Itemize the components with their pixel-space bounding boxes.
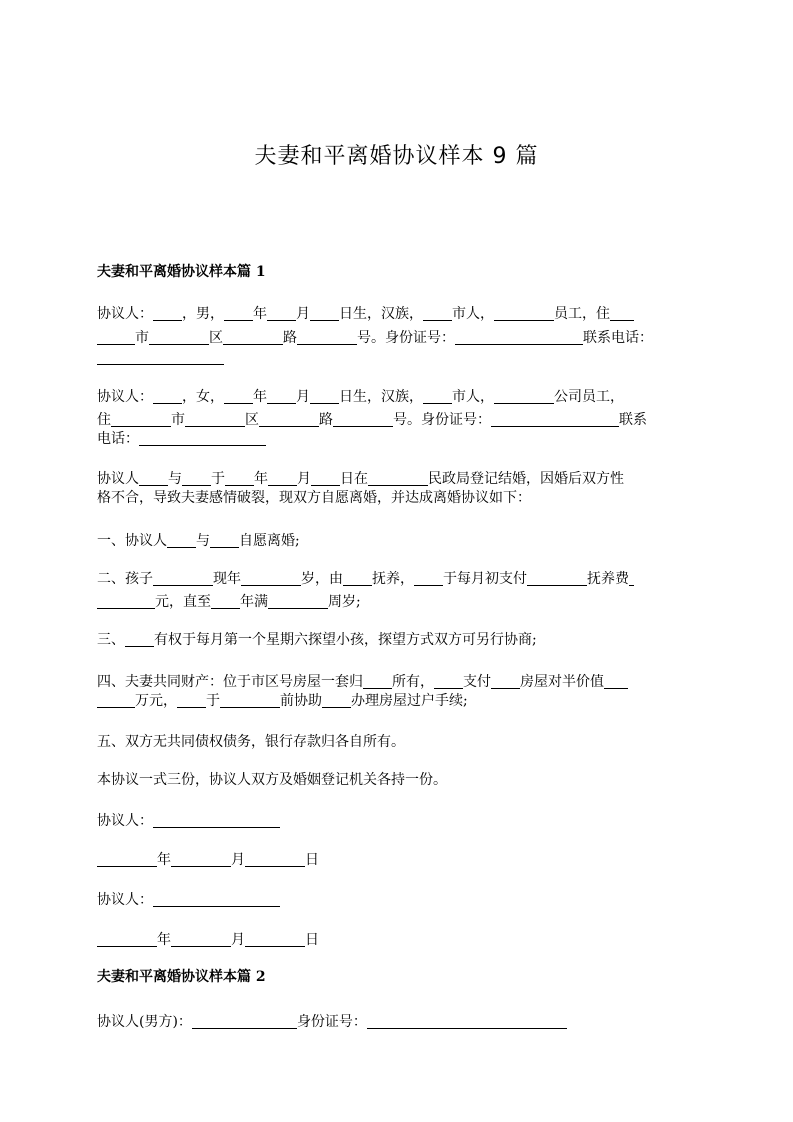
item-2-line-1 (97, 568, 697, 588)
blank-field (211, 594, 240, 609)
text-segment: 协议人(男方)： (97, 1014, 192, 1030)
text-segment: 岁，由 (301, 571, 343, 587)
blank-field (97, 852, 157, 867)
text-segment: 房屋对半价值 (520, 674, 604, 690)
blank-field (310, 306, 339, 321)
text-segment: 市 (135, 330, 149, 346)
text-segment: 市人， (452, 389, 494, 405)
signature-party-2 (97, 889, 697, 909)
blank-field (149, 330, 209, 345)
blank-field (223, 330, 283, 345)
blank-field (153, 306, 182, 321)
item-4-line-1 (97, 671, 697, 691)
blank-field (225, 471, 254, 486)
text-segment: 路 (283, 330, 297, 346)
blank-field (297, 330, 357, 345)
text-segment: 路 (319, 412, 333, 428)
text-segment: ，女， (182, 389, 224, 405)
text-segment: ，男， (182, 306, 224, 322)
blank-field (224, 306, 253, 321)
blank-field (491, 412, 619, 427)
blank-field (267, 389, 296, 404)
text-segment: 于每月初支付 (443, 571, 527, 587)
blank-field (494, 389, 554, 404)
section-1-heading: 夫妻和平离婚协议样本篇 1 (97, 264, 266, 280)
blank-field (245, 852, 305, 867)
section-2-line-1 (97, 1011, 697, 1031)
text-segment: 三、 (97, 632, 125, 648)
blank-field (139, 431, 266, 446)
text-segment: 住 (97, 412, 111, 428)
item-2-line-2 (97, 591, 697, 611)
blank-field (434, 674, 463, 689)
text-segment: 万元， (135, 693, 177, 709)
text-segment: 所有， (392, 674, 434, 690)
blank-field (192, 1014, 297, 1029)
text-segment: 抚养费 (587, 571, 629, 587)
text-segment: 联系电话： (583, 330, 653, 346)
text-segment: 月 (297, 471, 311, 487)
text-segment: 协议人 (97, 471, 139, 487)
blank-field (153, 813, 280, 828)
text-segment: 年满 (240, 594, 268, 610)
p1-line-3 (97, 350, 697, 366)
text-segment: 日生，汉族， (339, 389, 423, 405)
blank-field (241, 571, 301, 586)
blank-field (97, 932, 157, 947)
blank-field (125, 632, 154, 647)
text-segment: 民政局登记结婚，因婚后双方性 (428, 471, 624, 487)
blank-field (367, 1014, 567, 1029)
blank-field (268, 471, 297, 486)
blank-field (494, 306, 554, 321)
text-segment: 办理房屋过户手续; (351, 693, 468, 709)
blank-field (97, 350, 224, 365)
blank-field (333, 412, 393, 427)
document-title: 夫妻和平离婚协议样本 9 篇 (254, 144, 539, 169)
signature-date-2 (97, 929, 697, 949)
text-segment: 区 (209, 330, 223, 346)
blank-field (629, 571, 634, 586)
blank-field (363, 674, 392, 689)
text-segment: 二、孩子 (97, 571, 153, 587)
blank-field (610, 306, 634, 321)
text-segment: 月 (231, 932, 245, 948)
text-segment: 与 (168, 471, 182, 487)
text-segment: 周岁; (328, 594, 361, 610)
blank-field (97, 594, 155, 609)
blank-field (604, 674, 628, 689)
text-segment: 公司员工， (554, 389, 624, 405)
text-segment: 号。身份证号： (393, 412, 491, 428)
blank-field (167, 533, 196, 548)
text-segment: 月 (296, 306, 310, 322)
blank-field (343, 571, 372, 586)
blank-field (139, 471, 168, 486)
blank-field (210, 533, 239, 548)
text-segment: 年 (253, 389, 267, 405)
text-segment: 区 (245, 412, 259, 428)
text-segment: 年 (253, 306, 267, 322)
blank-field (368, 471, 428, 486)
text-segment: 协议人： (97, 389, 153, 405)
text-segment: 号。身份证号： (357, 330, 455, 346)
signature-party-1 (97, 810, 697, 830)
blank-field (491, 674, 520, 689)
text-segment: 一、协议人 (97, 533, 167, 549)
blank-field (322, 693, 351, 708)
text-segment: 于 (211, 471, 225, 487)
blank-field (423, 306, 452, 321)
blank-field (423, 389, 452, 404)
text-segment: 支付 (463, 674, 491, 690)
text-segment: 月 (296, 389, 310, 405)
blank-field (527, 571, 587, 586)
item-3 (97, 629, 697, 649)
item-4-line-2 (97, 690, 697, 710)
text-segment: 市人， (452, 306, 494, 322)
p2-line-2 (97, 409, 697, 429)
text-segment: 月 (231, 852, 245, 868)
text-segment: 协议人： (97, 892, 153, 908)
p2-line-1 (97, 386, 697, 406)
item-1 (97, 530, 697, 550)
text-segment: 市 (171, 412, 185, 428)
blank-field (311, 471, 340, 486)
blank-field (153, 389, 182, 404)
blank-field (97, 330, 135, 345)
p1-line-1 (97, 303, 697, 323)
blank-field (224, 389, 253, 404)
text-segment: 协议人： (97, 813, 153, 829)
text-segment: 现年 (213, 571, 241, 587)
text-segment: 日 (305, 932, 319, 948)
text-segment: 年 (157, 852, 171, 868)
section-2-heading: 夫妻和平离婚协议样本篇 2 (97, 969, 266, 985)
text-segment: 联系 (619, 412, 647, 428)
blank-field (153, 892, 280, 907)
text-segment: 员工，住 (554, 306, 610, 322)
p1-line-2 (97, 327, 697, 347)
text-segment: 与 (196, 533, 210, 549)
p3-line-1 (97, 468, 697, 488)
text-segment: 自愿离婚; (239, 533, 300, 549)
copies-clause: 本协议一式三份，协议人双方及婚姻登记机关各持一份。 (97, 772, 447, 788)
blank-field (268, 594, 328, 609)
signature-date-1 (97, 849, 697, 869)
text-segment: 有权于每月第一个星期六探望小孩，探望方式双方可另行协商; (154, 632, 537, 648)
text-segment: 抚养， (372, 571, 414, 587)
text-segment: 协议人： (97, 306, 153, 322)
text-segment: 年 (157, 932, 171, 948)
blank-field (267, 306, 296, 321)
blank-field (97, 693, 135, 708)
text-segment: 身份证号： (296, 1014, 367, 1030)
text-segment: 日在 (340, 471, 368, 487)
text-segment: 年 (254, 471, 268, 487)
text-segment: 日生，汉族， (339, 306, 423, 322)
blank-field (182, 471, 211, 486)
blank-field (177, 693, 206, 708)
blank-field (220, 693, 280, 708)
blank-field (111, 412, 171, 427)
blank-field (171, 852, 231, 867)
text-segment: 日 (305, 852, 319, 868)
text-segment: 于 (206, 693, 220, 709)
p2-line-3 (97, 428, 697, 448)
item-5: 五、双方无共同债权债务，银行存款归各自所有。 (97, 734, 405, 750)
blank-field (171, 932, 231, 947)
p3-line-2: 格不合，导致夫妻感情破裂，现双方自愿离婚，并达成离婚协议如下： (97, 490, 531, 506)
blank-field (455, 330, 583, 345)
text-segment: 电话： (97, 431, 139, 447)
text-segment: 前协助 (280, 693, 322, 709)
blank-field (310, 389, 339, 404)
text-segment: 元，直至 (155, 594, 211, 610)
blank-field (414, 571, 443, 586)
blank-field (185, 412, 245, 427)
text-segment: 四、夫妻共同财产：位于市区号房屋一套归 (97, 674, 363, 690)
blank-field (245, 932, 305, 947)
blank-field (259, 412, 319, 427)
blank-field (153, 571, 213, 586)
